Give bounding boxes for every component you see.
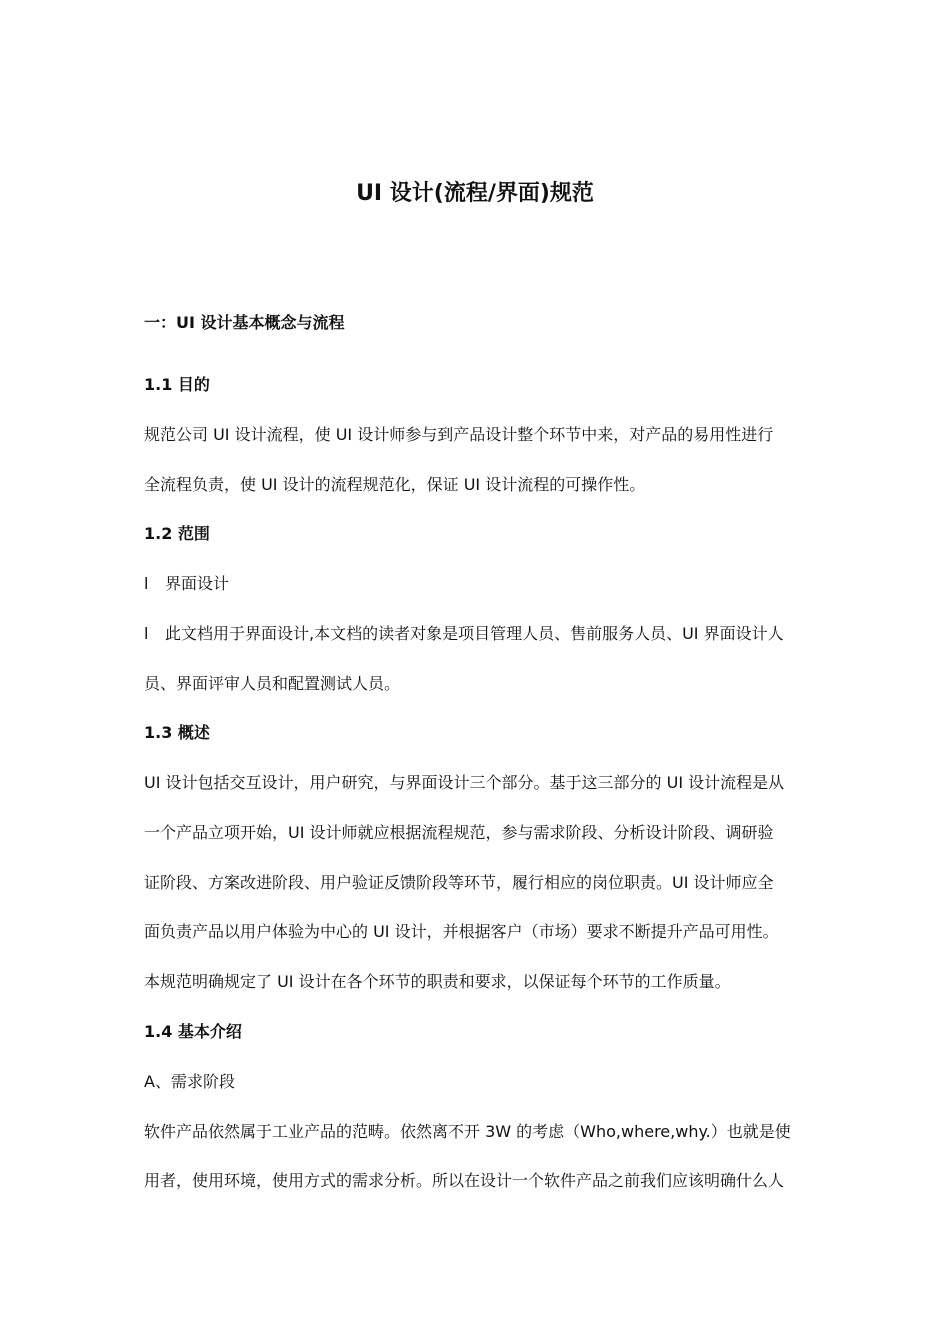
- section-1-3-paragraph-line: UI 设计包括交互设计，用户研究，与界面设计三个部分。基于这三部分的 UI 设计流程是从: [144, 773, 785, 792]
- section-1-3-paragraph-line: 证阶段、方案改进阶段、用户验证反馈阶段等环节，履行相应的岗位职责。UI 设计师应全: [144, 873, 774, 892]
- section-1-3-paragraph-line: 面负责产品以用户体验为中心的 UI 设计，并根据客户（市场）要求不断提升产品可用性。: [144, 922, 779, 941]
- section-1-3-paragraph-line: 一个产品立项开始，UI 设计师就应根据流程规范，参与需求阶段、分析设计阶段、调研验: [144, 823, 774, 842]
- bullet-item: [144, 622, 784, 646]
- document-title: UI 设计(流程/界面)规范: [356, 181, 594, 206]
- bullet-item: [144, 572, 229, 596]
- section-1-1-paragraph-line: 全流程负责，使 UI 设计的流程规范化，保证 UI 设计流程的可操作性。: [144, 475, 646, 494]
- section-1-2-heading: 1.2 范围: [144, 524, 210, 543]
- bullet-marker: l: [144, 624, 149, 643]
- bullet-marker: l: [144, 574, 149, 593]
- bullet-continuation: 员、界面评审人员和配置测试人员。: [144, 674, 401, 693]
- section-1-1-heading: 1.1 目的: [144, 375, 210, 394]
- section-1-1-paragraph-line: 规范公司 UI 设计流程，使 UI 设计师参与到产品设计整个环节中来，对产品的易用性进行: [144, 425, 774, 444]
- bullet-text: 界面设计: [165, 574, 230, 593]
- section-1-4-heading: 1.4 基本介绍: [144, 1022, 242, 1041]
- section-1-4-subheading: A、需求阶段: [144, 1072, 235, 1091]
- section-1-heading: 一：UI 设计基本概念与流程: [144, 313, 345, 332]
- section-1-4-paragraph-line: 用者，使用环境，使用方式的需求分析。所以在设计一个软件产品之前我们应该明确什么人: [144, 1171, 785, 1190]
- bullet-text: 此文档用于界面设计,本文档的读者对象是项目管理人员、售前服务人员、UI 界面设计人: [165, 624, 784, 643]
- section-1-4-paragraph-line: 软件产品依然属于工业产品的范畴。依然离不开 3W 的考虑（Who,where,why.）也就是使: [144, 1122, 791, 1141]
- section-1-3-heading: 1.3 概述: [144, 723, 210, 742]
- section-1-3-paragraph-line: 本规范明确规定了 UI 设计在各个环节的职责和要求，以保证每个环节的工作质量。: [144, 972, 731, 991]
